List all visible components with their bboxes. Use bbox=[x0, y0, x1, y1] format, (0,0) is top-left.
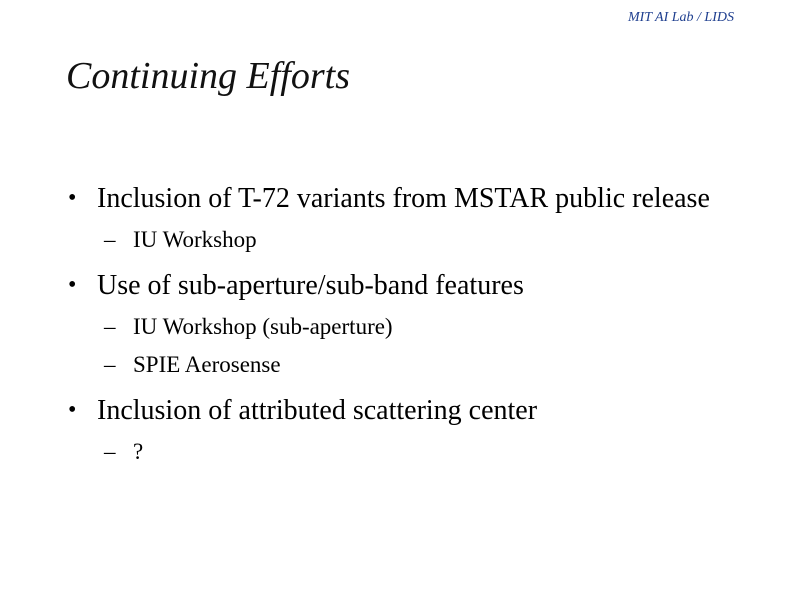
dash-icon: – bbox=[104, 314, 116, 339]
header-affiliation: MIT AI Lab / LIDS bbox=[627, 10, 734, 25]
bullet-item bbox=[66, 267, 726, 384]
dash-icon: – bbox=[104, 352, 116, 377]
slide-title: Continuing Efforts bbox=[66, 55, 350, 97]
sub-bullet-text: IU Workshop (sub-aperture) bbox=[133, 314, 393, 339]
bullet-dot-icon: • bbox=[68, 397, 77, 423]
sub-bullet-item bbox=[97, 346, 726, 384]
bullet-item bbox=[66, 180, 726, 259]
bullet-text: Inclusion of T-72 variants from MSTAR public release bbox=[97, 183, 710, 214]
sub-bullet-text: IU Workshop bbox=[133, 227, 257, 252]
sub-bullet-item bbox=[97, 221, 726, 259]
bullet-list bbox=[66, 180, 726, 471]
sub-bullet-text: ? bbox=[133, 439, 144, 464]
sub-bullet-text: SPIE Aerosense bbox=[133, 352, 281, 377]
sub-bullet-list bbox=[97, 221, 726, 259]
bullet-item bbox=[66, 392, 726, 471]
bullet-text: Use of sub-aperture/sub-band features bbox=[97, 270, 524, 301]
dash-icon: – bbox=[104, 439, 116, 464]
sub-bullet-list bbox=[97, 308, 726, 384]
bullet-dot-icon: • bbox=[68, 185, 77, 211]
bullet-text: Inclusion of attributed scattering center bbox=[97, 395, 538, 426]
sub-bullet-list bbox=[97, 433, 726, 471]
sub-bullet-item bbox=[97, 308, 726, 346]
dash-icon: – bbox=[104, 227, 116, 252]
bullet-dot-icon: • bbox=[68, 272, 77, 298]
sub-bullet-item bbox=[97, 433, 726, 471]
